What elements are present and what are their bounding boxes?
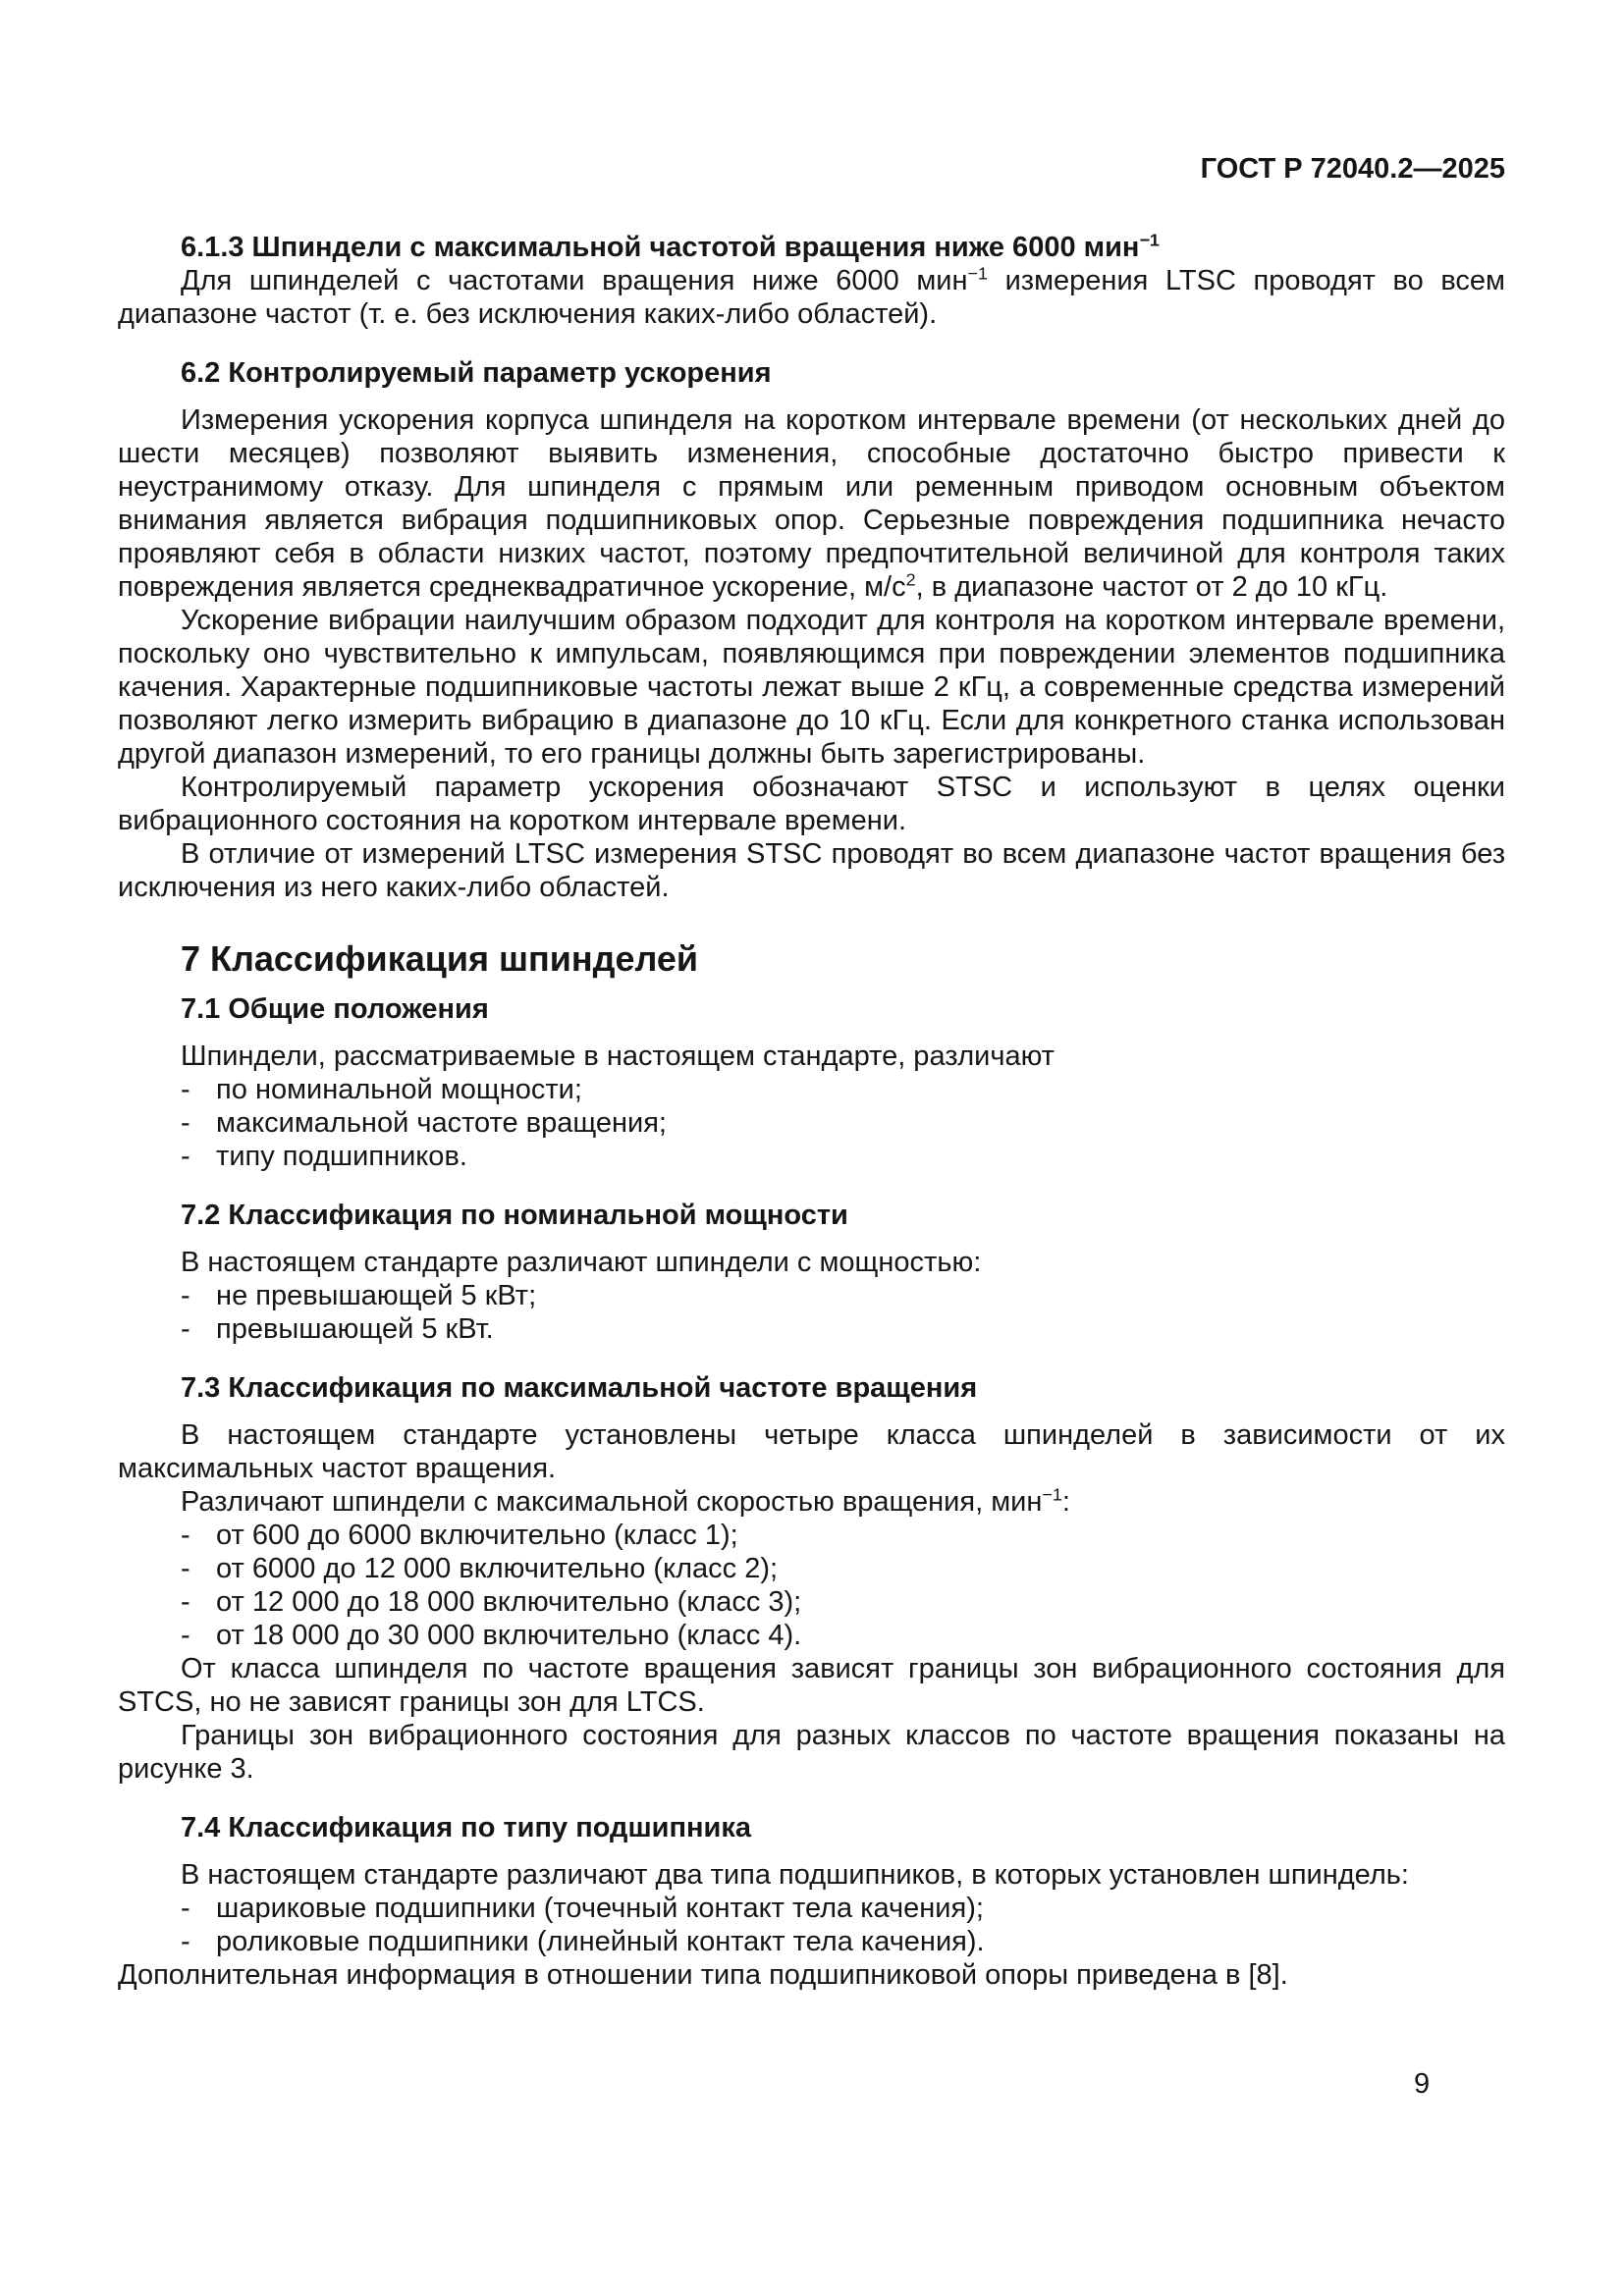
bullet-dash: - [181, 1893, 190, 1924]
paragraph-6-2-3: Контролируемый параметр ускорения обозначают STSC и используют в целях оценки вибрационного состояния на коротком интервале времени. [118, 772, 1505, 836]
paragraph-6-1-3: Для шпинделей с частотами вращения ниже 6000 мин$^{-1}$ измерения LTSC проводят во всем диапазоне частот (т. е. без исключения каких-либо областей). [118, 263, 1505, 330]
heading-7-4: 7.4 Классификация по типу подшипника [181, 1812, 751, 1843]
document-content [118, 231, 1505, 1992]
chapter-heading-7: 7 Классификация шпинделей [181, 938, 699, 979]
list-item: - по номинальной мощности; [181, 1074, 582, 1105]
document-code-header: ГОСТ Р 72040.2—2025 [1200, 153, 1505, 185]
bullet-dash: - [181, 1620, 190, 1651]
list-item: - типу подшипников. [181, 1141, 467, 1172]
list-item: - от 12 000 до 18 000 включительно (класс 3); [181, 1586, 802, 1618]
list-item: - максимальной частоте вращения; [181, 1107, 667, 1139]
list-item: - от 6000 до 12 000 включительно (класс 2); [181, 1553, 779, 1584]
bullet-dash: - [181, 1553, 190, 1584]
list-item: - превышающей 5 кВт. [181, 1313, 494, 1345]
heading-6-2: 6.2 Контролируемый параметр ускорения [181, 357, 772, 389]
paragraph-6-2-1: Измерения ускорения корпуса шпинделя на коротком интервале времени (от нескольких дней до шести месяцев) позволяют выявить изменения, способные достаточно быстро привести к неустранимому отказу. Для шпинделя с прямым или ременным приводом основным объектом внимания является вибрация подшипниковых опор. Серьезные повреждения подшипника нечасто проявляют себя в области низких частот, поэтому предпочтительной величиной для контроля таких повреждения является среднеквадратичное ускорение, $м/с^2$, в диапазоне частот от 2 до 10 кГц. [118, 404, 1505, 603]
paragraph-7-3-2: Различают шпиндели с максимальной скоростью вращения, мин$^{-1}$: [181, 1484, 1070, 1518]
paragraph-7-3-1: В настоящем стандарте установлены четыре класса шпинделей в зависимости от их максимальных частот вращения. [118, 1419, 1505, 1484]
bullet-dash: - [181, 1074, 190, 1105]
list-item: - от 18 000 до 30 000 включительно (класс 4). [181, 1620, 802, 1651]
superscript: −1 [1042, 1484, 1062, 1505]
paragraph-7-1-1: Шпиндели, рассматриваемые в настоящем стандарте, различают [181, 1041, 1055, 1072]
heading-7-2: 7.2 Классификация по номинальной мощности [181, 1200, 848, 1231]
page-number: 9 [1414, 2068, 1431, 2100]
bullet-dash: - [181, 1520, 190, 1551]
paragraph-7-3-3: От класса шпинделя по частоте вращения зависят границы зон вибрационного состояния для STCS, но не зависят границы зон для LTCS. [118, 1653, 1505, 1718]
list-item: - шариковые подшипники (точечный контакт тела качения); [181, 1893, 984, 1924]
paragraph-6-2-2: Ускорение вибрации наилучшим образом подходит для контроля на коротком интервале времени, поскольку оно чувствительно к импульсам, появляющимся при повреждении элементов подшипника качения. Характерные подшипниковые частоты лежат выше 2 кГц, а современные средства измерений позволяют легко измерить вибрацию в диапазоне до 10 кГц. Если для конкретного станка использован другой диапазон измерений, то его границы должны быть зарегистрированы. [118, 605, 1505, 770]
superscript: −1 [967, 263, 989, 284]
paragraph-7-4-2: Дополнительная информация в отношении типа подшипниковой опоры приведена в [8]. [118, 1959, 1288, 1991]
heading-6-1-3: 6.1.3 Шпиндели с максимальной частотой вращения ниже 6000 мин$^{-1}$ [181, 230, 1160, 263]
paragraph-7-3-4: Границы зон вибрационного состояния для разных классов по частоте вращения показаны на рисунке 3. [118, 1720, 1505, 1785]
bullet-dash: - [181, 1280, 190, 1311]
paragraph-7-2-1: В настоящем стандарте различают шпиндели с мощностью: [181, 1247, 982, 1278]
list-item: - от 600 до 6000 включительно (класс 1); [181, 1520, 738, 1551]
heading-7-1: 7.1 Общие положения [181, 993, 489, 1025]
list-item: - не превышающей 5 кВт; [181, 1280, 537, 1311]
bullet-dash: - [181, 1107, 190, 1139]
bullet-dash: - [181, 1313, 190, 1345]
superscript: 2 [905, 569, 916, 590]
bullet-dash: - [181, 1586, 190, 1618]
superscript: −1 [1139, 230, 1160, 250]
paragraph-6-2-4: В отличие от измерений LTSC измерения STSC проводят во всем диапазоне частот вращения без исключения из него каких-либо областей. [118, 838, 1505, 903]
heading-7-3: 7.3 Классификация по максимальной частоте вращения [181, 1372, 978, 1404]
bullet-dash: - [181, 1926, 190, 1957]
bullet-dash: - [181, 1141, 190, 1172]
paragraph-7-4-1: В настоящем стандарте различают два типа подшипников, в которых установлен шпиндель: [181, 1859, 1409, 1891]
list-item: - роликовые подшипники (линейный контакт тела качения). [181, 1926, 985, 1957]
